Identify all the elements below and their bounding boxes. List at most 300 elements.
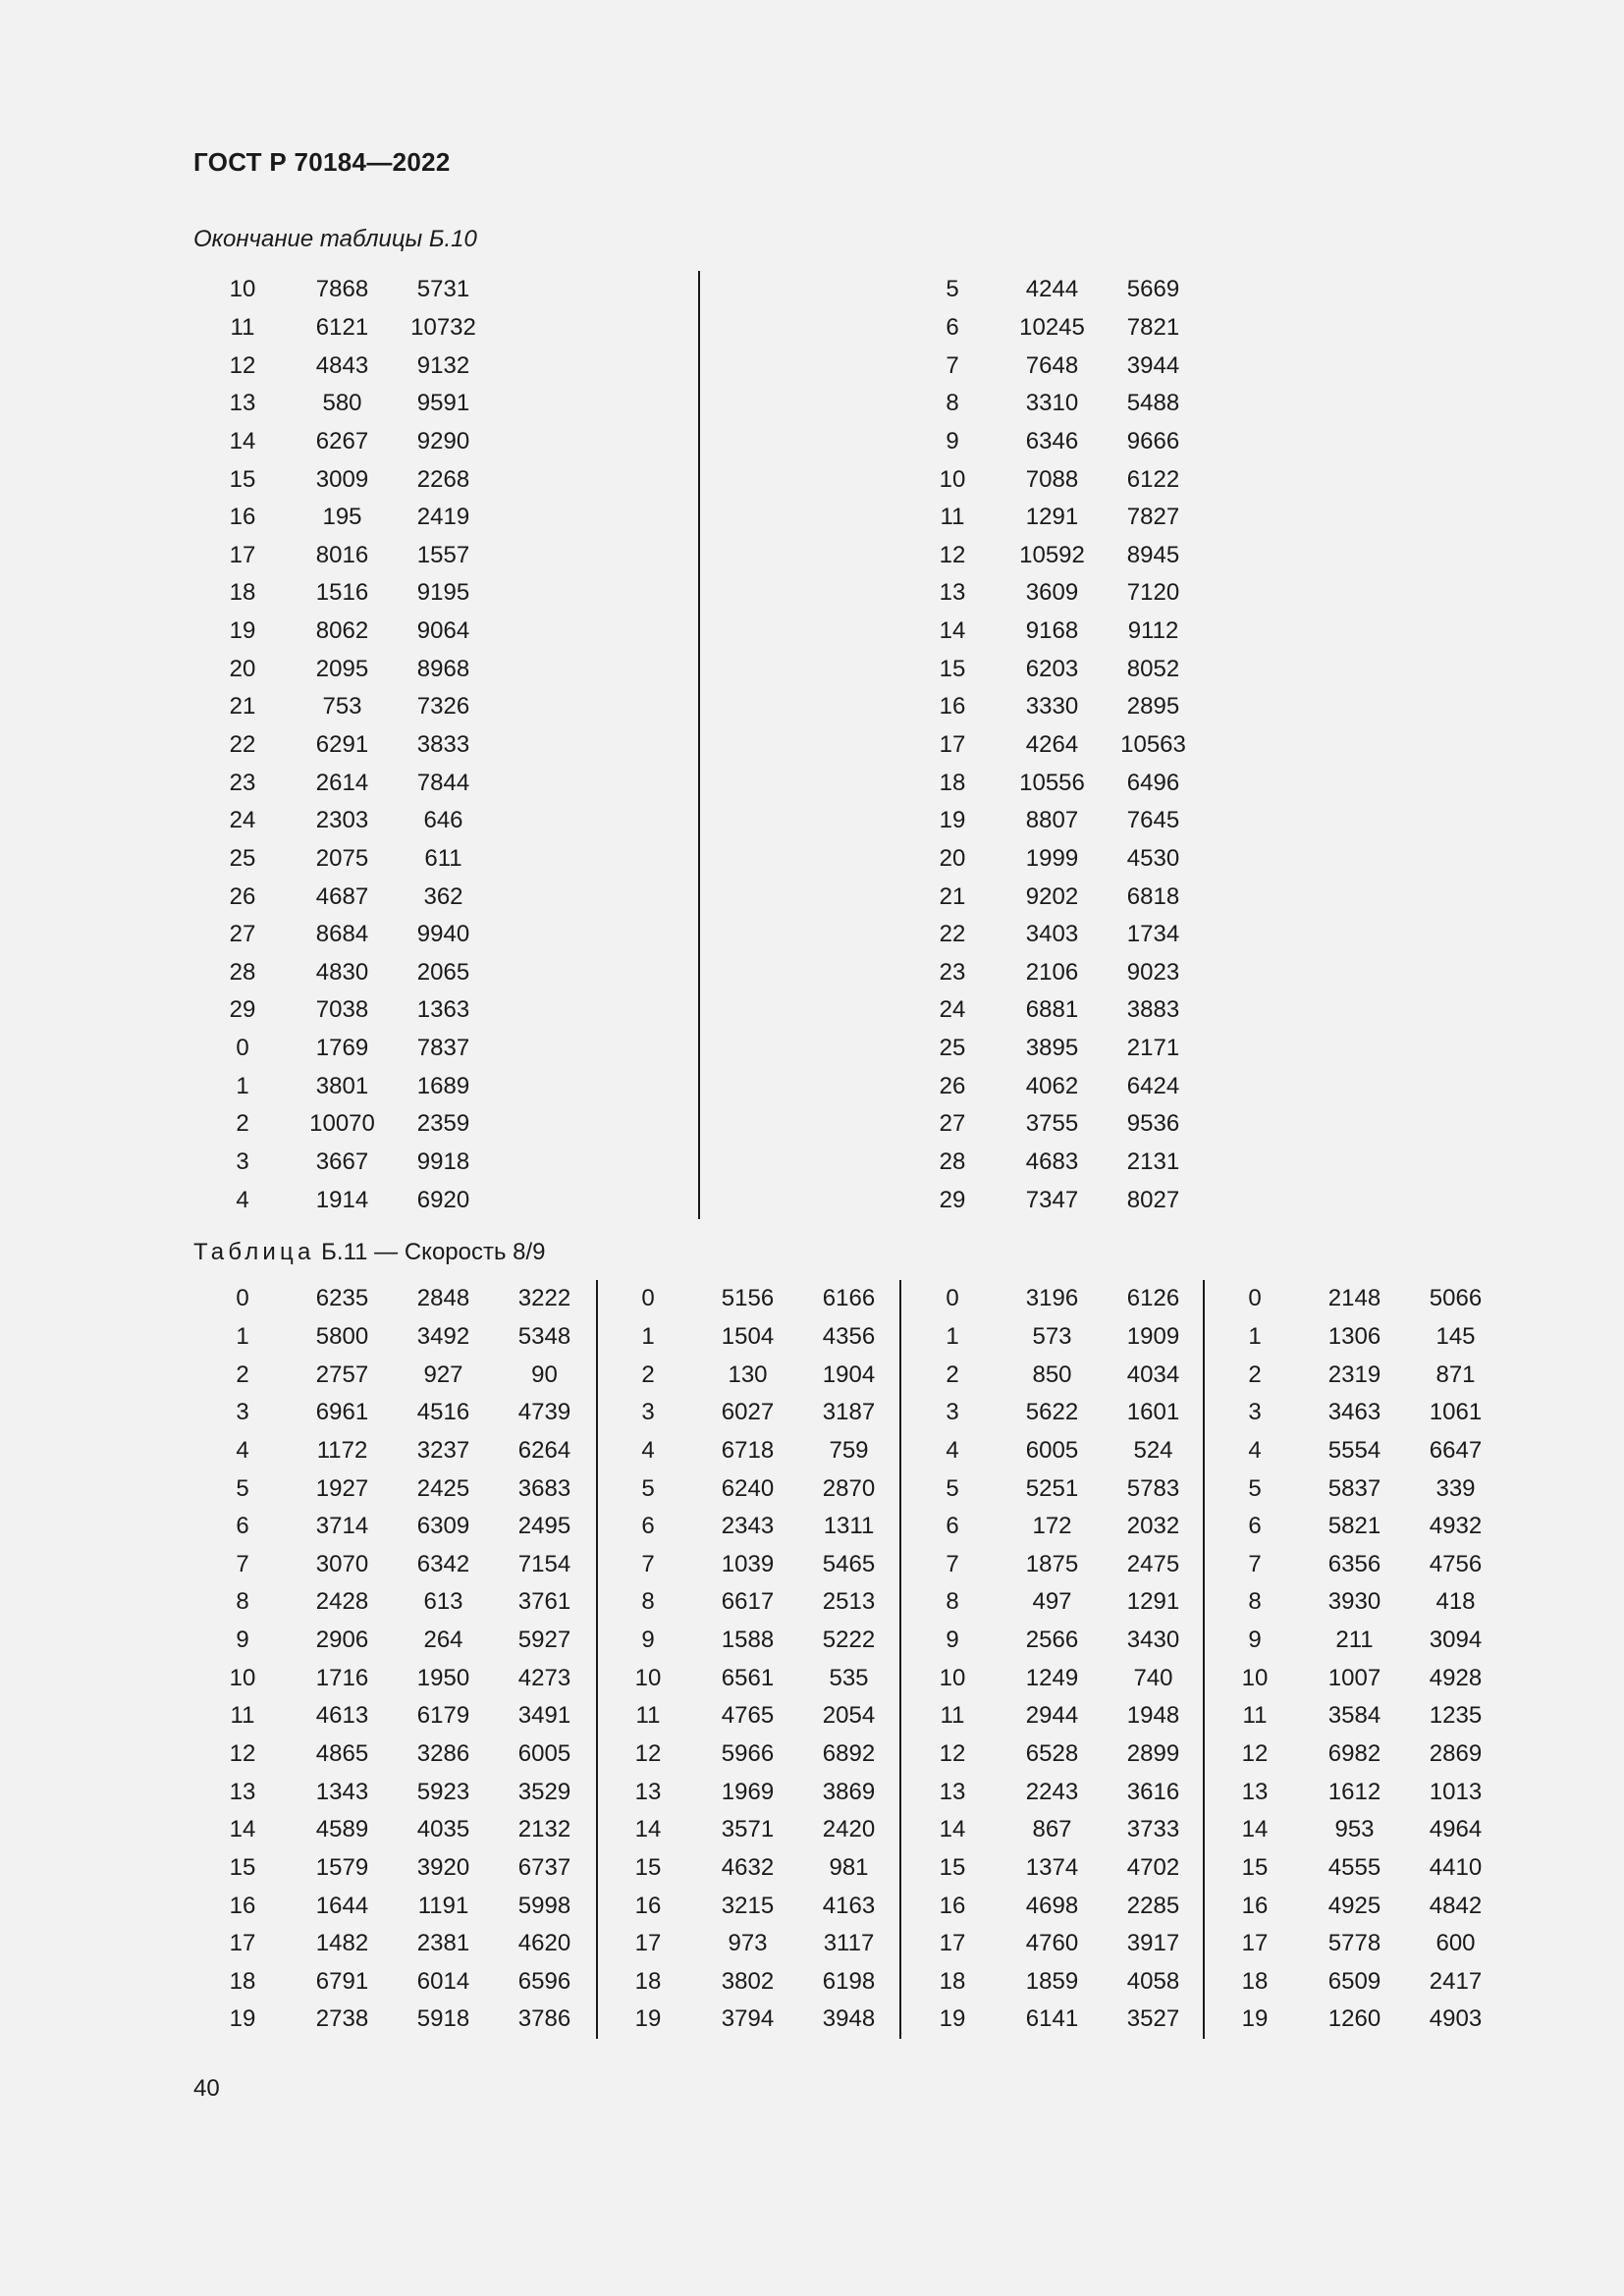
table-b10-left-index-cell: 27 [229,921,256,948]
table-b10-right-index-cell: 15 [939,655,966,682]
table-b11-block1-value-cell: 1172 [316,1436,368,1464]
table-b11-block3-index-cell: 14 [939,1816,966,1843]
table-b11-block4-value-cell: 1013 [1429,1778,1483,1805]
table-b11-caption [193,1239,546,1266]
table-b11-block2-index-cell: 3 [641,1399,655,1426]
table-b10-left-value-cell: 1516 [315,579,369,607]
table-b11-block1-row [193,1849,595,1888]
table-b11-block4-row [1206,1318,1506,1357]
table-b11-block2-row [599,1622,899,1660]
table-b10-right-value-cell: 6496 [1126,769,1180,796]
table-b10-right-row [903,1105,1204,1144]
table-b10-left-value-cell: 8016 [315,541,369,568]
table-b11-block3-value-cell: 1859 [1025,1967,1079,1995]
table-b10-left-index-cell: 2 [236,1110,249,1138]
table-b10-left-row [193,1030,494,1068]
table-b11-block4-value-cell: 4964 [1429,1816,1483,1843]
table-b10-right-row [903,385,1204,423]
table-b11-block3-index-cell: 5 [946,1474,959,1502]
table-b11-block2-index-cell: 18 [634,1967,662,1995]
table-b10-right-value-cell: 7648 [1025,351,1079,379]
table-b11-block4-value-cell: 1235 [1429,1702,1483,1730]
table-b10-left-value-cell: 2095 [315,655,369,682]
table-b11-block1-value-cell: 1579 [315,1853,369,1881]
table-b11-block1-value-cell: 3237 [416,1436,470,1464]
table-b11-block3-value-cell: 3527 [1126,2005,1180,2033]
table-b11-block1-row [193,1811,595,1849]
table-b11-block4-row [1206,1773,1506,1811]
table-b10-right-index-cell: 8 [946,390,959,417]
table-b10-left-value-cell: 1769 [315,1035,369,1062]
table-b11-block3-index-cell: 3 [946,1399,959,1426]
table-b11-block2-row [599,1394,899,1432]
table-b10-right-value-cell: 6881 [1025,996,1079,1024]
table-b11-block3-row [903,1887,1204,1925]
table-b11-block3-index-cell: 2 [946,1361,959,1388]
table-b11-block1-value-cell: 4516 [416,1399,470,1426]
table-b11-block3-index-cell: 10 [939,1664,966,1691]
table-b10-divider [698,271,700,1219]
table-b10-right-index-cell: 16 [939,693,966,721]
table-b11-block2-value-cell: 4765 [721,1702,775,1730]
table-b11-block2-row [599,1545,899,1583]
table-b11-block3-row [903,1280,1204,1318]
table-b11-block2-value-cell: 1039 [721,1550,775,1577]
table-b11-block1-value-cell: 1716 [315,1664,369,1691]
table-b11-block1-value-cell: 264 [423,1627,463,1654]
table-b10-left-index-cell: 4 [236,1186,249,1213]
table-b10-right-value-cell: 1291 [1025,504,1079,531]
table-b10-left-value-cell: 195 [322,504,362,531]
table-b11-block4-index-cell: 3 [1248,1399,1262,1426]
table-b11-block3-index-cell: 18 [939,1967,966,1995]
table-b11-block1-value-cell: 4865 [315,1740,369,1767]
table-b10-right-value-cell: 8807 [1025,807,1079,834]
table-b10-right-value-cell: 7827 [1126,504,1180,531]
table-b10-left-value-cell: 2419 [416,504,470,531]
table-b11-block4-value-cell: 1306 [1327,1322,1381,1350]
table-b10-left-index-cell: 29 [229,996,256,1024]
table-b10-right-row [903,536,1204,574]
table-b10-right-value-cell: 3330 [1025,693,1079,721]
table-b11-block1-index-cell: 5 [236,1474,249,1502]
table-b10-right-index-cell: 12 [939,541,966,568]
table-b10-right-value-cell: 3310 [1025,390,1079,417]
table-b11-divider-1 [596,1280,598,2039]
table-b11-caption-rest: Б.11 — Скорость 8/9 [314,1239,546,1265]
table-b10-left-index-cell: 12 [229,351,256,379]
table-b11-block2-value-cell: 5465 [822,1550,876,1577]
table-b11-block2-value-cell: 2513 [822,1588,876,1616]
table-b11-block2-value-cell: 535 [829,1664,869,1691]
table-b11-block1-value-cell: 6235 [315,1285,369,1312]
table-b11-block2-value-cell: 130 [728,1361,768,1388]
table-b10-right-index-cell: 13 [939,579,966,607]
table-b11-block4-row [1206,1697,1506,1735]
table-b10-left-row [193,1067,494,1105]
table-b11-block2-value-cell: 5966 [721,1740,775,1767]
table-b10-left-value-cell: 753 [322,693,362,721]
table-b11-block1-value-cell: 3683 [517,1474,571,1502]
table-b11-block4-index-cell: 5 [1248,1474,1262,1502]
table-b10-left-index-cell: 26 [229,882,256,910]
table-b10-left-index-cell: 28 [229,958,256,986]
table-b10-right-value-cell: 7645 [1126,807,1180,834]
table-b11-block1-value-cell: 6342 [416,1550,470,1577]
table-b11-block3-value-cell: 4760 [1025,1930,1079,1957]
table-b11-block1-value-cell: 4035 [416,1816,470,1843]
table-b10-right-value-cell: 8052 [1126,655,1180,682]
table-b11-block4-row [1206,1735,1506,1774]
table-b11-block4-value-cell: 1612 [1327,1778,1381,1805]
table-b11-block1-index-cell: 12 [229,1740,256,1767]
table-b10-right-row [903,1067,1204,1105]
table-b11-block3-value-cell: 2285 [1126,1892,1180,1919]
table-b11-block3-index-cell: 6 [946,1513,959,1540]
table-b11-block1-row [193,1697,595,1735]
table-b11-block2-value-cell: 1588 [721,1627,775,1654]
table-b11-block4-value-cell: 4928 [1429,1664,1483,1691]
table-b10-left-value-cell: 9064 [416,617,470,645]
table-b11-block4-row [1206,1469,1506,1508]
table-b11-block1-value-cell: 1644 [315,1892,369,1919]
table-b11-block1-value-cell: 3491 [517,1702,571,1730]
table-b11-block3-row [903,1508,1204,1546]
table-b11-block3-row [903,1697,1204,1735]
table-b10-left-value-cell: 580 [322,390,362,417]
table-b11-block4-value-cell: 3463 [1327,1399,1381,1426]
table-b11-block1-value-cell: 6014 [416,1967,470,1995]
table-b11-block4-row [1206,1925,1506,1963]
table-b10-left-row [193,726,494,765]
table-b10-right-value-cell: 10245 [1019,313,1085,341]
table-b11-block1-value-cell: 5927 [517,1627,571,1654]
table-b10-right-row [903,1030,1204,1068]
table-b10-right-index-cell: 29 [939,1186,966,1213]
table-b11-block4-value-cell: 211 [1335,1627,1374,1654]
table-b11-block3-index-cell: 17 [939,1930,966,1957]
table-b10-right-value-cell: 4244 [1025,276,1079,303]
table-b11-block3-value-cell: 2899 [1126,1740,1180,1767]
table-b10-left-row [193,574,494,613]
table-b10-right-value-cell: 7120 [1126,579,1180,607]
table-b11-block4-value-cell: 2869 [1429,1740,1483,1767]
table-b10-right-index-cell: 26 [939,1072,966,1099]
table-b11-block-1 [193,1280,595,2039]
table-b11-block4-index-cell: 8 [1248,1588,1262,1616]
table-b10-left-value-cell: 7038 [315,996,369,1024]
table-b10-right-index-cell: 23 [939,958,966,986]
table-b10-left-row [193,460,494,499]
table-b10-right-value-cell: 5488 [1126,390,1180,417]
table-b10-right-value-cell: 1999 [1025,844,1079,872]
table-b11-block2-index-cell: 0 [641,1285,655,1312]
table-b11-block3-index-cell: 12 [939,1740,966,1767]
table-b11-block2-value-cell: 3869 [822,1778,876,1805]
table-b10-right-index-cell: 27 [939,1110,966,1138]
table-b10-right-value-cell: 6424 [1126,1072,1180,1099]
table-b10-left-row [193,954,494,992]
table-b11-block1-value-cell: 3529 [517,1778,571,1805]
table-b11-block1-value-cell: 1482 [315,1930,369,1957]
table-b11-block3-value-cell: 1875 [1025,1550,1079,1577]
table-b10-left-index-cell: 15 [229,465,256,493]
table-b10-right-row [903,613,1204,651]
table-b11-block2-index-cell: 6 [641,1513,655,1540]
table-b11-block3-value-cell: 6141 [1025,2005,1079,2033]
table-b10-left-index-cell: 1 [236,1072,249,1099]
table-b11-block4-index-cell: 6 [1248,1513,1262,1540]
table-b11-block2-value-cell: 3948 [822,2005,876,2033]
table-b11-block1-row [193,1508,595,1546]
table-b10-right-row [903,271,1204,309]
table-b11-block1-value-cell: 1343 [315,1778,369,1805]
table-b11-block4-index-cell: 19 [1241,2005,1269,2033]
table-b11-block3-index-cell: 1 [946,1322,959,1350]
table-b11-block4-row [1206,1394,1506,1432]
table-b11-block3-row [903,1356,1204,1394]
table-b11-block1-row [193,1394,595,1432]
table-b10-right-row [903,347,1204,385]
table-b10-left-row [193,878,494,916]
table-b10-right-row [903,423,1204,461]
table-b11-block3-value-cell: 6528 [1025,1740,1079,1767]
table-b11-block1-row [193,1773,595,1811]
table-b11-block3-value-cell: 2944 [1025,1702,1079,1730]
table-b11-block2-row [599,1583,899,1622]
table-b11-block3-value-cell: 5622 [1025,1399,1079,1426]
table-b10-left-value-cell: 2268 [416,465,470,493]
table-b10-right-value-cell: 3755 [1025,1110,1079,1138]
table-b11-block4-value-cell: 6982 [1327,1740,1381,1767]
table-b10-left-value-cell: 8062 [315,617,369,645]
table-b11-block4-row [1206,2001,1506,2039]
table-b10-left-index-cell: 0 [236,1035,249,1062]
table-b11-block3-index-cell: 19 [939,2005,966,2033]
table-b10-left-value-cell: 4843 [315,351,369,379]
table-b11-block2-row [599,1356,899,1394]
table-b10-right-index-cell: 24 [939,996,966,1024]
table-b10-left-value-cell: 2359 [416,1110,470,1138]
table-b10-right-value-cell: 2106 [1025,958,1079,986]
table-b11-block1-row [193,1583,595,1622]
table-b11-block1-value-cell: 6005 [517,1740,571,1767]
table-b11-block4-value-cell: 1260 [1327,2005,1381,2033]
table-b11-block3-index-cell: 13 [939,1778,966,1805]
table-b11-block4-value-cell: 1007 [1327,1664,1381,1691]
table-b11-block1-value-cell: 5923 [416,1778,470,1805]
table-b11-block3-row [903,1545,1204,1583]
table-b11-block1-row [193,1963,595,2002]
table-b11-block2-value-cell: 759 [829,1436,869,1464]
table-b11-block4-index-cell: 13 [1241,1778,1269,1805]
table-b10-right-value-cell: 9202 [1025,882,1079,910]
table-b10-left-block [193,271,494,1219]
table-b10-left-index-cell: 22 [229,731,256,758]
table-b11-block1-index-cell: 18 [229,1967,256,1995]
table-b11-block4-value-cell: 3584 [1327,1702,1381,1730]
table-b10-left-row [193,309,494,347]
table-b11-block2-index-cell: 13 [634,1778,662,1805]
table-b11-block4-value-cell: 4555 [1327,1853,1381,1881]
table-b11-block1-index-cell: 8 [236,1588,249,1616]
table-b11-block4-value-cell: 4925 [1327,1892,1381,1919]
table-b11-block2-index-cell: 15 [634,1853,662,1881]
table-b11-block4-index-cell: 7 [1248,1550,1262,1577]
table-b10-right-index-cell: 18 [939,769,966,796]
table-b11-block1-row [193,1735,595,1774]
table-b11-block2-row [599,2001,899,2039]
table-b11-block1-row [193,2001,595,2039]
table-b10-left-row [193,802,494,840]
table-b11-block1-value-cell: 3714 [315,1513,369,1540]
table-b11-block4-index-cell: 1 [1248,1322,1262,1350]
table-b11-block2-row [599,1659,899,1697]
table-b10-left-value-cell: 1689 [416,1072,470,1099]
table-b11-block4-value-cell: 2148 [1327,1285,1381,1312]
table-b10-left-value-cell: 362 [423,882,463,910]
table-b10-right-index-cell: 21 [939,882,966,910]
table-b11-block2-index-cell: 8 [641,1588,655,1616]
table-b11-block2-value-cell: 981 [829,1853,869,1881]
table-b11-block1-index-cell: 15 [229,1853,256,1881]
table-b11-block2-value-cell: 6718 [721,1436,775,1464]
table-b11-block1-row [193,1659,595,1697]
table-b11-block3-index-cell: 8 [946,1588,959,1616]
table-b10-right-value-cell: 4264 [1025,731,1079,758]
table-b11-block1-value-cell: 3492 [416,1322,470,1350]
table-b11-block1-row [193,1318,595,1357]
table-b10-left-row [193,347,494,385]
table-b11-block3-value-cell: 6126 [1126,1285,1180,1312]
table-b11-block4-value-cell: 2417 [1429,1967,1483,1995]
table-b10-right-row [903,499,1204,537]
table-b10-right-row [903,991,1204,1030]
table-b11-block1-row [193,1887,595,1925]
table-b11-block1-value-cell: 6737 [517,1853,571,1881]
table-b10-right-value-cell: 3609 [1025,579,1079,607]
table-b11-block1-index-cell: 9 [236,1627,249,1654]
table-b10-left-index-cell: 20 [229,655,256,682]
table-b10-left-index-cell: 14 [229,427,256,454]
table-b11-block3-value-cell: 2475 [1126,1550,1180,1577]
table-b11-block4-row [1206,1622,1506,1660]
table-b11-block1-value-cell: 6179 [416,1702,470,1730]
table-b11-block2-row [599,1508,899,1546]
table-b11-block4-value-cell: 600 [1435,1930,1476,1957]
table-b11-block4-index-cell: 11 [1242,1702,1268,1730]
table-b10-right-row [903,954,1204,992]
table-b10-right-row [903,840,1204,879]
table-b11-block1-value-cell: 2757 [315,1361,369,1388]
table-b11-block2-row [599,1280,899,1318]
table-b11-block2-value-cell: 1311 [823,1513,875,1540]
table-b11-block1-index-cell: 2 [236,1361,249,1388]
table-b11-block3-value-cell: 2566 [1025,1627,1079,1654]
table-b11-block1-value-cell: 927 [423,1361,463,1388]
table-b11-block2-value-cell: 3802 [721,1967,775,1995]
table-b11-block2-row [599,1811,899,1849]
table-b11-block3-row [903,1659,1204,1697]
table-b11-block3-value-cell: 2243 [1025,1778,1079,1805]
table-b11-block1-value-cell: 3222 [517,1285,571,1312]
table-b11-block2-index-cell: 7 [641,1550,655,1577]
table-b11-block4-value-cell: 6509 [1327,1967,1381,1995]
table-b11-block2-index-cell: 11 [635,1702,661,1730]
table-b10-right-value-cell: 9168 [1025,617,1079,645]
table-b11-block3-value-cell: 573 [1032,1322,1072,1350]
table-b10-right-value-cell: 5669 [1126,276,1180,303]
table-b10-left-row [193,385,494,423]
table-b11-block1-value-cell: 2848 [416,1285,470,1312]
table-b10-left-value-cell: 9940 [416,921,470,948]
table-b11-block3-value-cell: 867 [1032,1816,1072,1843]
table-b10-left-value-cell: 9195 [416,579,470,607]
table-b11-block3-index-cell: 16 [939,1892,966,1919]
table-b10-right-index-cell: 5 [946,276,959,303]
table-b11-block2-value-cell: 6198 [822,1967,876,1995]
table-b11-block1-value-cell: 2906 [315,1627,369,1654]
table-b10-left-value-cell: 2303 [315,807,369,834]
table-b10-right-value-cell: 6818 [1126,882,1180,910]
table-b11-block2-index-cell: 17 [634,1930,662,1957]
table-b11-block2-row [599,1887,899,1925]
table-b11-block3-value-cell: 850 [1032,1361,1072,1388]
table-b11-block4-value-cell: 1061 [1429,1399,1483,1426]
table-b11-block2-index-cell: 12 [634,1740,662,1767]
table-b11-block1-index-cell: 3 [236,1399,249,1426]
table-b11-block2-row [599,1773,899,1811]
table-b11-block2-value-cell: 1504 [721,1322,775,1350]
table-b10-left-value-cell: 6121 [315,313,369,341]
table-b11-block4-value-cell: 871 [1435,1361,1476,1388]
table-b11-block1-index-cell: 4 [236,1436,249,1464]
table-b11-block2-row [599,1849,899,1888]
table-b10-right-value-cell: 10592 [1019,541,1085,568]
table-b10-right-value-cell: 7088 [1025,465,1079,493]
table-b11-block1-index-cell: 16 [229,1892,256,1919]
table-b11-block1-row [193,1622,595,1660]
table-b11-block3-index-cell: 4 [946,1436,959,1464]
table-b11-block1-value-cell: 3286 [416,1740,470,1767]
table-b11-block3-index-cell: 7 [946,1550,959,1577]
table-b11-block3-value-cell: 3616 [1126,1778,1180,1805]
table-b10-right-value-cell: 3944 [1126,351,1180,379]
table-b11-block3-index-cell: 9 [946,1627,959,1654]
table-b11-block2-row [599,1925,899,1963]
table-b11-block1-value-cell: 6961 [315,1399,369,1426]
table-b11-block4-index-cell: 4 [1248,1436,1262,1464]
table-b11-block1-index-cell: 1 [236,1322,249,1350]
table-b11-block2-value-cell: 4632 [721,1853,775,1881]
table-b10-left-row [193,423,494,461]
table-b10-left-index-cell: 23 [229,769,256,796]
table-b11-block3-row [903,1811,1204,1849]
table-b11-block2-value-cell: 6617 [721,1588,775,1616]
table-b10-left-value-cell: 8968 [416,655,470,682]
table-b10-left-row [193,764,494,802]
table-b11-block3-value-cell: 497 [1032,1588,1072,1616]
table-b10-right-row [903,916,1204,954]
table-b11-block3-value-cell: 172 [1032,1513,1072,1540]
table-b11-block4-row [1206,1811,1506,1849]
table-b11-block1-index-cell: 7 [236,1550,249,1577]
table-b10-right-row [903,460,1204,499]
table-b11-block3-index-cell: 0 [946,1285,959,1312]
table-b11-block2-value-cell: 3187 [822,1399,876,1426]
table-b11-block4-index-cell: 10 [1241,1664,1269,1691]
table-b10-left-value-cell: 3009 [315,465,369,493]
